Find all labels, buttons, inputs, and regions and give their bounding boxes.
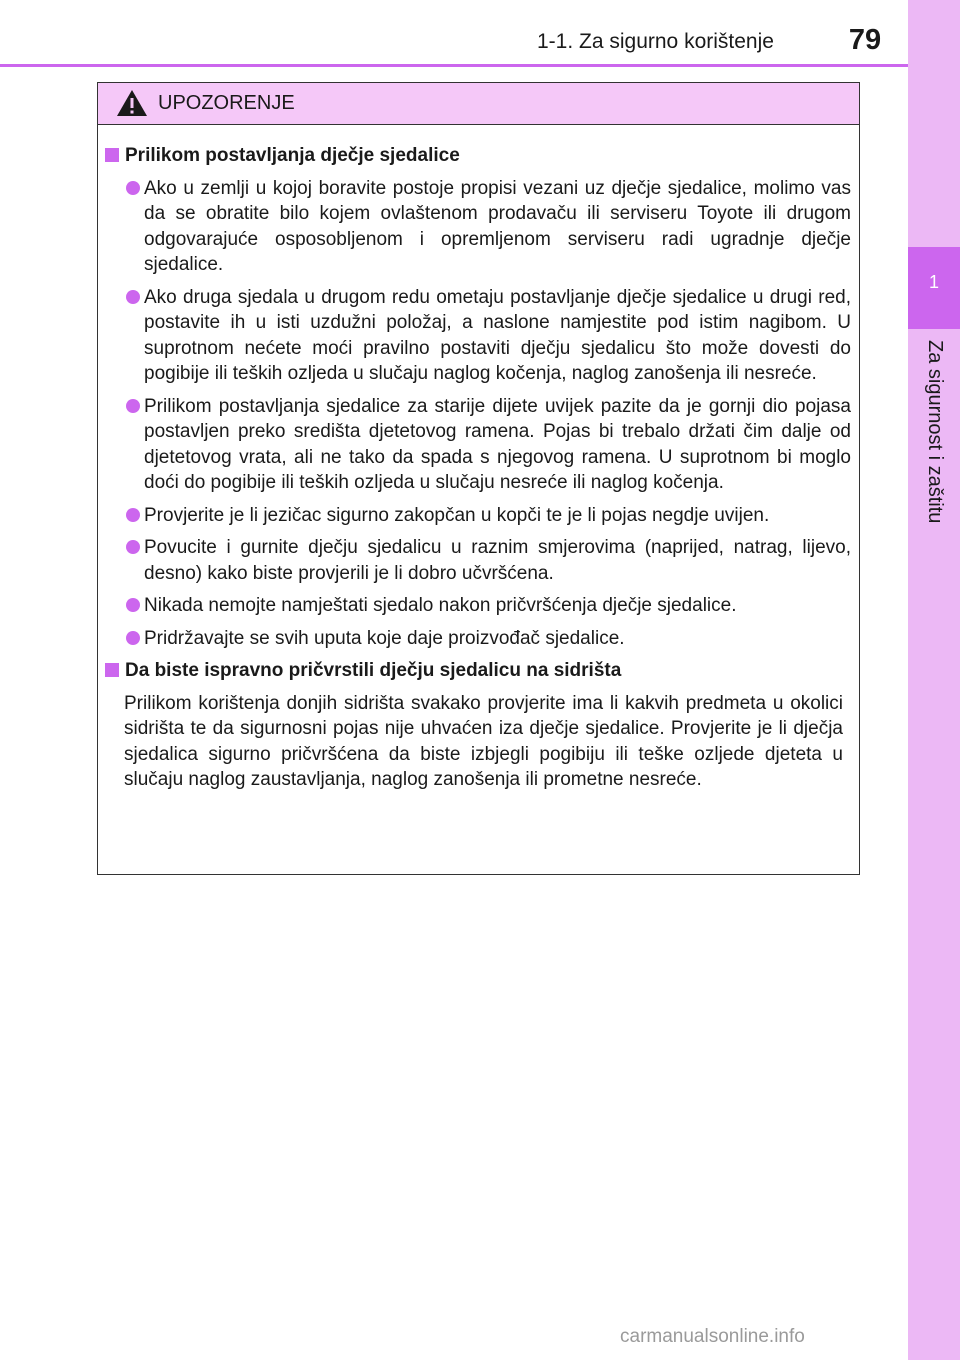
circle-bullet-icon (126, 290, 140, 304)
list-item (126, 535, 851, 586)
section-installing-child-seat (98, 143, 859, 651)
warning-triangle-icon (115, 88, 149, 118)
warning-body (98, 125, 859, 793)
list-item-text: Ako druga sjedala u drugom redu ometaju postavljanje dječje sjedalice u drugi red, postavite ih u isti uzdužni položaj, a naslone namjestite pod istim nagibom. U suprotnom nećete moći pravilno postaviti dječju sjedalicu što može dovesti do pogibije ili teških ozljeda u slučaju naglog kočenja, naglog zanošenja ili nesreće. (144, 286, 851, 384)
list-item (126, 503, 851, 529)
circle-bullet-icon (126, 508, 140, 522)
chapter-label: Za sigurnost i zaštitu (924, 340, 946, 524)
list-item-text: Provjerite je li jezičac sigurno zakopčan u kopči te je li pojas negdje uvijen. (144, 504, 770, 526)
chapter-number-block (908, 247, 960, 329)
circle-bullet-icon (126, 399, 140, 413)
list-item (126, 285, 851, 387)
chapter-side-tab (908, 0, 960, 1360)
list-item-text: Pridržavajte se svih uputa koje daje proizvođač sjedalice. (144, 627, 625, 649)
watermark: carmanualsonline.info (620, 1326, 805, 1347)
section-heading (105, 143, 859, 169)
section-heading-text: Prilikom postavljanja dječje sjedalice (125, 145, 460, 166)
circle-bullet-icon (126, 631, 140, 645)
circle-bullet-icon (126, 181, 140, 195)
section-heading (105, 658, 859, 684)
list-item (126, 593, 851, 619)
header-rule (0, 64, 908, 67)
square-bullet-icon (105, 663, 119, 677)
list-item (126, 176, 851, 278)
list-item-text: Nikada nemojte namještati sjedalo nakon pričvršćenja dječje sjedalice. (144, 595, 737, 616)
square-bullet-icon (105, 148, 119, 162)
section-anchorage-attachment (98, 658, 859, 793)
warning-box (97, 82, 860, 875)
list-item-text: Prilikom postavljanja sjedalice za starije dijete uvijek pazite da je gornji dio pojasa postavljen preko središta djetetovog ramena. Pojas bi trebalo držati čim dalje od djetetovog vrata, ali ne tako da spada s njegovog ramena. U suprotnom bi moglo doći do pogibije ili teških ozljeda u slučaju nesreće ili naglog kočenja. (144, 395, 851, 493)
chapter-number: 1 (928, 272, 939, 292)
list-item (126, 394, 851, 496)
section-title: 1-1. Za sigurno korištenje (537, 30, 774, 53)
list-item-text: Ako u zemlji u kojoj boravite postoje propisi vezani uz dječje sjedalice, molimo vas da se obratite bilo kojem ovlaštenom prodavaču ili serviseru Toyote ili drugom odgovarajuće osposobljenom i opremljenom serviseru radi ugradnje dječje sjedalice. (144, 177, 851, 275)
circle-bullet-icon (126, 540, 140, 554)
circle-bullet-icon (126, 598, 140, 612)
section-heading-text: Da biste ispravno pričvrstili dječju sjedalicu na sidrišta (125, 660, 622, 681)
page-number: 79 (848, 24, 882, 56)
list-item (126, 626, 851, 652)
list-item-text: Povucite i gurnite dječju sjedalicu u raznim smjerovima (naprijed, natrag, lijevo, desno) kako biste provjerili je li dobro učvršćena. (144, 537, 851, 584)
section-paragraph: Prilikom korištenja donjih sidrišta svakako provjerite ima li kakvih predmeta u okolici sidrišta te da sigurnosni pojas nije uhvaćen iza dječje sjedalice. Provjerite je li dječja sjedalica sigurno pričvršćena da biste izbjegli pogibiju ili teške ozljede djeteta u slučaju naglog zaustavljanja, naglog zanošenja ili prometne nesreće. (124, 692, 843, 790)
warning-header (98, 83, 859, 125)
warning-label: UPOZORENJE (158, 92, 295, 114)
